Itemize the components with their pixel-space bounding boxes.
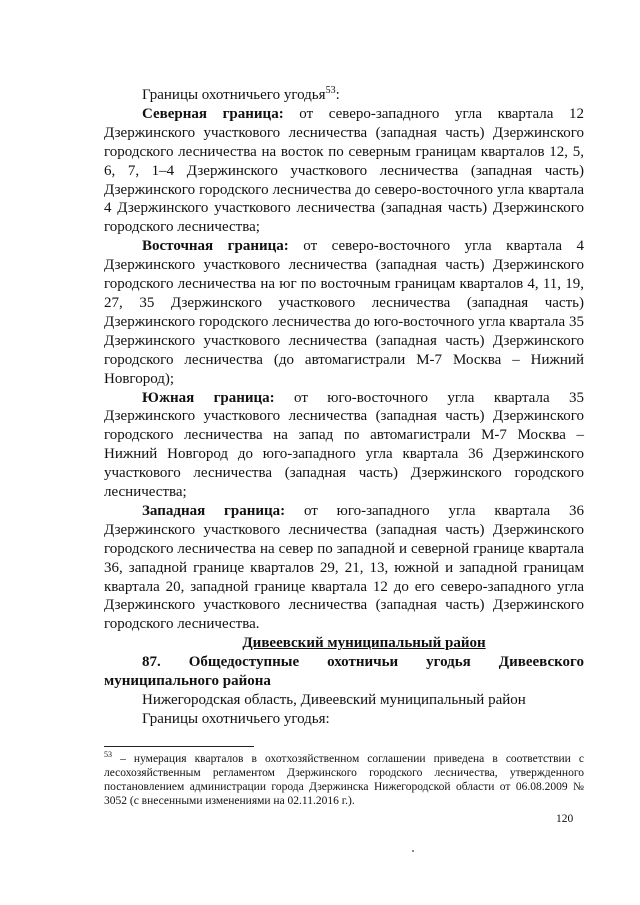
boundary-paragraph-east: [104, 237, 584, 388]
boundary-label: Восточная граница:: [142, 238, 289, 255]
boundary-label: Южная граница:: [142, 389, 275, 406]
boundary-text: от юго-западного угла квартала 36 Дзержинского участкового лесничества (западная часть) Дзержинского городского лесничества на север по западной и северной границе квартала 36, западной границе кварталов 29, 21, 13, южной и западной границам квартала 20, западной границе квартала 12 до его северо-западного угла Дзержинского участкового лесничества (западная часть) Дзержинского городского лесничества.: [104, 502, 584, 633]
boundary-text: от северо-западного угла квартала 12 Дзержинского участкового лесничества (западная часть) Дзержинского городского лесничества на восток по северным границам кварталов 12, 5, 6, 7, 1–4 Дзержинского участкового лесничества (западная часть) Дзержинского городского лесничества до северо-восточного угла квартала 4 Дзержинского участкового лесничества (западная часть) Дзержинского городского лесничества;: [104, 105, 584, 236]
boundary-paragraph-south: [104, 389, 584, 502]
footnote-reference[interactable]: 53: [325, 85, 336, 96]
intro-text: Границы охотничьего угодья: [142, 87, 326, 103]
section-heading: [104, 653, 584, 672]
footnote-marker: 53: [104, 750, 112, 760]
section-title-line1: Общедоступные охотничьи угодья Дивеевского: [188, 654, 584, 671]
section-title-line2: муниципального района: [104, 673, 271, 690]
section-number: 87.: [142, 654, 161, 671]
hunting-ground-boundaries-intro: [104, 86, 584, 105]
main-text: [104, 86, 584, 729]
boundary-label: Северная граница:: [142, 105, 284, 122]
footnote-separator: [104, 746, 254, 747]
intro-tail: :: [335, 87, 340, 103]
location-line: Нижегородская область, Дивеевский муниципальный район: [142, 692, 526, 708]
boundary-text: от северо-восточного угла квартала 4 Дзержинского участкового лесничества (западная часть) Дзержинского городского лесничества на юг по восточным границам кварталов 4, 11, 19, 27, 35 Дзержинского участкового лесничества (западная часть) Дзержинского городского лесничества до юго-восточного угла квартала 35 Дзержинского участкового лесничества (западная часть) Дзержинского городского лесничества (до автомагистрали М-7 Москва – Нижний Новгород);: [104, 238, 585, 387]
boundary-paragraph-north: [104, 105, 584, 237]
footnote-text: – нумерация кварталов в охотхозяйственном соглашении приведена в соответствии с лесохозяйственным регламентом Дзержинского городского лесничества, утвержденного постановлением администрации города Дзержинска Нижегородской области от 06.08.2009 № 3052 (с внесенными изменениями на 02.11.2016 г.).: [104, 753, 584, 807]
page-number: 120: [556, 813, 574, 825]
district-title: Дивеевский муниципальный район: [242, 635, 486, 652]
boundary-label: Западная граница:: [142, 502, 286, 519]
boundary-paragraph-west: [104, 502, 584, 634]
boundary-text: от юго-восточного угла квартала 35 Дзержинского участкового лесничества (западная часть) Дзержинского городского лесничества на запад по автомагистрали М-7 Москва – Нижний Новгород до юго-западного угла квартала 36 Дзержинского участкового лесничества (западная часть) Дзержинского городского лесничества;: [104, 389, 584, 501]
scan-speck: [412, 850, 414, 852]
boundaries-heading: Границы охотничьего угодья:: [142, 710, 330, 727]
footnote: [104, 752, 584, 808]
